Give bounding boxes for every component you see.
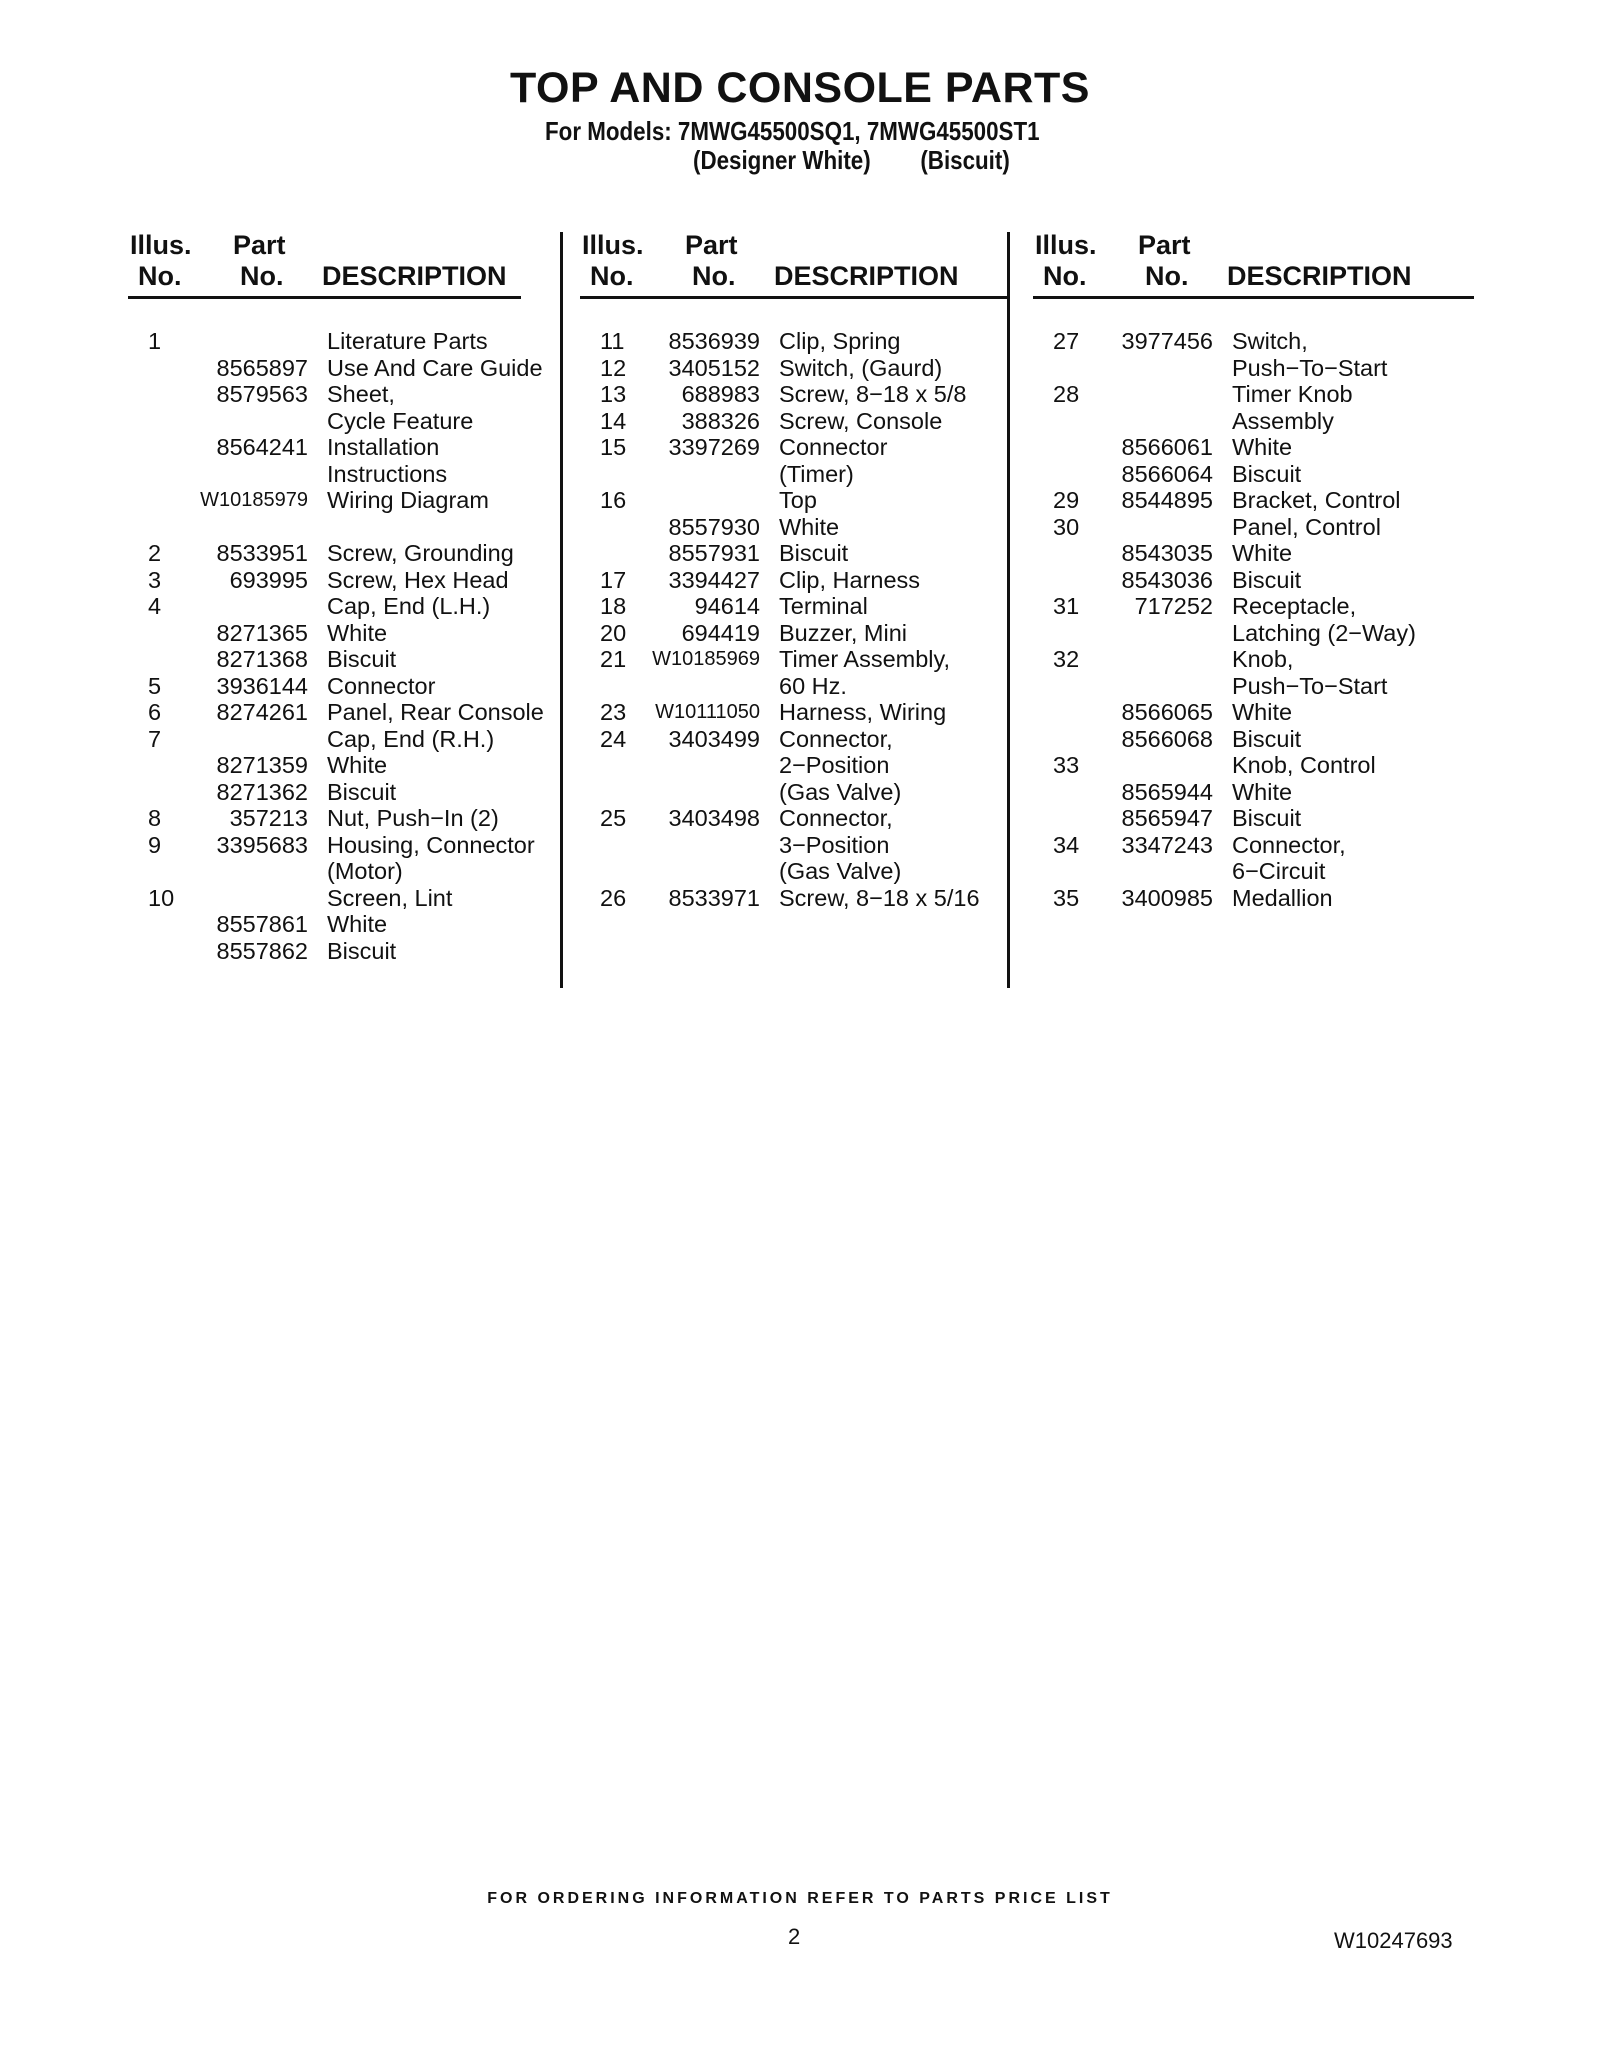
part-description: Biscuit [327,646,397,672]
illus-number: 10 [148,884,175,911]
table-row [582,779,1022,805]
header-rule [128,296,521,299]
part-number: 357213 [229,805,308,831]
table-row [1035,858,1475,884]
part-number: 3936144 [216,672,308,699]
table-row [1035,514,1475,540]
part-description: Biscuit [779,540,849,566]
part-number: 3977456 [1121,328,1213,354]
part-number: 693995 [229,566,308,593]
table-row [130,540,570,566]
part-description: Switch, (Gaurd) [779,354,943,381]
illus-number: 28 [1053,381,1080,407]
table-row [582,514,1022,540]
part-number: 8557861 [216,911,308,937]
part-number: 8271365 [216,619,308,646]
part-number: 8543036 [1121,566,1213,593]
part-description: Screw, Grounding [327,540,514,566]
table-row [1035,567,1475,593]
table-row [130,832,570,858]
part-description: Timer Assembly, [779,646,951,672]
part-number: 8536939 [668,328,760,354]
part-number: 8274261 [216,699,308,725]
part-number: 688983 [681,381,760,407]
table-row [1035,726,1475,752]
table-row [130,752,570,778]
illus-number: 15 [600,434,627,460]
illus-number: 5 [148,672,162,699]
part-description: Biscuit [1232,725,1302,752]
models-line: For Models: 7MWG45500SQ1, 7MWG45500ST1 [545,116,1040,146]
parts-column-1 [130,230,580,990]
illus-number: 30 [1053,513,1080,540]
illus-number: 27 [1053,328,1080,354]
part-description: Latching (2−Way) [1232,619,1416,646]
part-description: White [327,752,388,778]
part-number: 8566068 [1121,725,1213,752]
table-row [582,434,1022,460]
illus-number: 24 [600,725,627,752]
table-row [130,938,570,964]
part-number: 8565944 [1121,778,1213,805]
part-description: Installation [327,434,440,460]
part-description: Nut, Push−In (2) [327,805,499,831]
parts-column-2 [582,230,1032,990]
part-description: White [1232,540,1293,566]
header-description: DESCRIPTION [1227,261,1412,291]
table-row [1035,620,1475,646]
illus-number: 25 [600,805,627,831]
illus-number: 31 [1053,593,1080,619]
part-description: (Motor) [327,858,403,884]
part-description: Bracket, Control [1232,487,1401,513]
table-row [130,593,570,619]
part-number: 3394427 [668,566,760,593]
table-row [582,381,1022,407]
part-description: Knob, [1232,646,1294,672]
part-number: 3397269 [668,434,760,460]
part-number: 8557931 [668,540,760,566]
part-description: Wiring Diagram [327,487,489,513]
part-description: Panel, Control [1232,513,1381,540]
parts-column-3 [1035,230,1485,990]
part-number: 717252 [1134,593,1213,619]
part-description: Knob, Control [1232,752,1376,778]
part-description: Screw, 8−18 x 5/16 [779,884,980,911]
part-description: (Gas Valve) [779,778,902,805]
table-row [130,567,570,593]
part-description: Screen, Lint [327,884,453,911]
header-part: Part [233,230,286,260]
part-description: White [327,911,388,937]
part-description: 3−Position [779,831,890,858]
illus-number: 17 [600,566,627,593]
table-row [582,752,1022,778]
part-description: Literature Parts [327,328,488,354]
illus-number: 2 [148,540,162,566]
part-description: Connector, [779,805,893,831]
illus-number: 32 [1053,646,1080,672]
table-row [1035,832,1475,858]
table-row [130,487,570,513]
header-part-no: No. [240,261,284,291]
part-number: 8557930 [668,513,760,540]
table-row [130,805,570,831]
table-row [1035,646,1475,672]
table-row [130,699,570,725]
table-row [582,593,1022,619]
illus-number: 8 [148,805,162,831]
header-part: Part [1138,230,1191,260]
table-row [582,726,1022,752]
illus-number: 7 [148,725,162,752]
illus-number: 35 [1053,884,1080,911]
illus-number: 9 [148,831,162,858]
part-description: Housing, Connector [327,831,535,858]
table-row [1035,461,1475,487]
part-number: W10185979 [200,489,308,511]
part-description: Screw, Hex Head [327,566,509,593]
table-row [582,646,1022,672]
part-number: 8566065 [1121,699,1213,725]
illus-number: 21 [600,646,627,672]
part-description: Panel, Rear Console [327,699,544,725]
page-title: TOP AND CONSOLE PARTS [510,64,1090,112]
header-illus-no: No. [590,261,634,291]
table-row [582,805,1022,831]
header-rule [1033,296,1474,299]
table-row [582,858,1022,884]
table-row [582,408,1022,434]
table-row [130,355,570,381]
table-row [582,620,1022,646]
part-number: 694419 [681,619,760,646]
part-description: White [327,619,388,646]
illus-number: 20 [600,619,627,646]
table-row [582,832,1022,858]
part-description: Biscuit [1232,805,1302,831]
table-row [582,567,1022,593]
header-part-no: No. [692,261,736,291]
part-description: Clip, Spring [779,328,901,354]
part-description: Screw, 8−18 x 5/8 [779,381,967,407]
part-number: 8544895 [1121,487,1213,513]
illus-number: 13 [600,381,627,407]
part-number: 8565947 [1121,805,1213,831]
part-number: 8533951 [216,540,308,566]
part-number: 388326 [681,407,760,434]
table-row [130,779,570,805]
part-number: 8566064 [1121,460,1213,487]
table-row [1035,779,1475,805]
part-description: Receptacle, [1232,593,1357,619]
part-description: Medallion [1232,884,1333,911]
table-row [582,328,1022,354]
table-row [1035,540,1475,566]
table-row [1035,673,1475,699]
part-description: Connector, [779,725,893,752]
part-number: 8557862 [216,937,308,964]
header-description: DESCRIPTION [322,261,507,291]
part-number: 8271362 [216,778,308,805]
table-row [130,461,570,487]
part-number: 8566061 [1121,434,1213,460]
part-number: 3405152 [668,354,760,381]
table-row [1035,434,1475,460]
part-number: 8271359 [216,752,308,778]
table-row [130,726,570,752]
illus-number: 18 [600,593,627,619]
part-description: Biscuit [1232,566,1302,593]
part-description: Cap, End (L.H.) [327,593,491,619]
part-description: Switch, [1232,328,1308,354]
part-number: 94614 [694,593,760,619]
illus-number: 34 [1053,831,1080,858]
part-description: Biscuit [327,778,397,805]
illus-number: 23 [600,699,627,725]
table-row [1035,487,1475,513]
table-row [1035,752,1475,778]
part-description: Biscuit [327,937,397,964]
part-number: 3347243 [1121,831,1213,858]
part-number: W10111050 [655,701,760,723]
colors-line: (Designer White) (Biscuit) [693,145,1010,175]
document-number: W10247693 [1334,1928,1453,1953]
table-row [1035,805,1475,831]
part-description: Screw, Console [779,407,943,434]
illus-number: 14 [600,407,627,434]
table-row [130,408,570,434]
table-row [1035,408,1475,434]
table-row [130,646,570,672]
header-illus: Illus. [1035,230,1097,260]
part-number: 8533971 [668,884,760,911]
table-row [582,673,1022,699]
header-illus-no: No. [138,261,182,291]
part-number: 8565897 [216,354,308,381]
header-rule [580,296,1007,299]
part-description: Harness, Wiring [779,699,947,725]
illus-number: 4 [148,593,162,619]
part-description: Push−To−Start [1232,354,1388,381]
part-description: Terminal [779,593,868,619]
part-description: Biscuit [1232,460,1302,487]
illus-number: 6 [148,699,162,725]
part-number: 8564241 [216,434,308,460]
table-row [1035,328,1475,354]
table-row [582,487,1022,513]
part-number: 3395683 [216,831,308,858]
header-illus: Illus. [582,230,644,260]
header-description: DESCRIPTION [774,261,959,291]
part-number: 3403498 [668,805,760,831]
table-row [130,328,570,354]
header-illus-no: No. [1043,261,1087,291]
part-description: 60 Hz. [779,672,847,699]
page-number: 2 [788,1924,801,1949]
part-description: White [1232,778,1293,805]
part-description: White [1232,699,1293,725]
header-part-no: No. [1145,261,1189,291]
illus-number: 11 [600,328,625,354]
part-description: Cap, End (R.H.) [327,725,495,752]
part-description: White [779,513,840,540]
table-row [130,434,570,460]
table-row [582,355,1022,381]
table-row [1035,355,1475,381]
part-description: Use And Care Guide [327,354,543,381]
header-illus: Illus. [130,230,192,260]
ordering-footer: FOR ORDERING INFORMATION REFER TO PARTS PRICE LIST [487,1890,1113,1907]
table-row [130,911,570,937]
table-row [582,461,1022,487]
part-description: Push−To−Start [1232,672,1388,699]
illus-number: 29 [1053,487,1080,513]
part-description: White [1232,434,1293,460]
table-row [1035,699,1475,725]
part-description: Connector [779,434,888,460]
part-description: Connector, [1232,831,1346,858]
part-description: 2−Position [779,752,890,778]
table-row [582,699,1022,725]
part-number: 8543035 [1121,540,1213,566]
header-part: Part [685,230,738,260]
part-description: Buzzer, Mini [779,619,907,646]
part-description: Timer Knob [1232,381,1353,407]
part-number: 3400985 [1121,884,1213,911]
table-row [1035,593,1475,619]
table-row [130,858,570,884]
part-description: Sheet, [327,381,395,407]
illus-number: 1 [148,328,162,354]
illus-number: 16 [600,487,627,513]
part-description: Instructions [327,460,448,487]
part-description: Top [779,487,817,513]
illus-number: 3 [148,566,162,593]
part-description: Clip, Harness [779,566,921,593]
table-row [130,673,570,699]
table-row [130,885,570,911]
part-description: (Gas Valve) [779,858,902,884]
part-number: W10185969 [652,648,760,670]
part-description: 6−Circuit [1232,858,1326,884]
illus-number: 26 [600,884,627,911]
table-row [1035,885,1475,911]
part-description: (Timer) [779,460,854,487]
part-description: Cycle Feature [327,407,474,434]
table-row [582,540,1022,566]
table-row [130,620,570,646]
part-description: Assembly [1232,407,1334,434]
part-number: 8271368 [216,646,308,672]
illus-number: 12 [600,354,627,381]
table-row [130,381,570,407]
table-row [1035,381,1475,407]
illus-number: 33 [1053,752,1080,778]
part-description: Connector [327,672,436,699]
table-row [582,885,1022,911]
part-number: 3403499 [668,725,760,752]
part-number: 8579563 [216,381,308,407]
